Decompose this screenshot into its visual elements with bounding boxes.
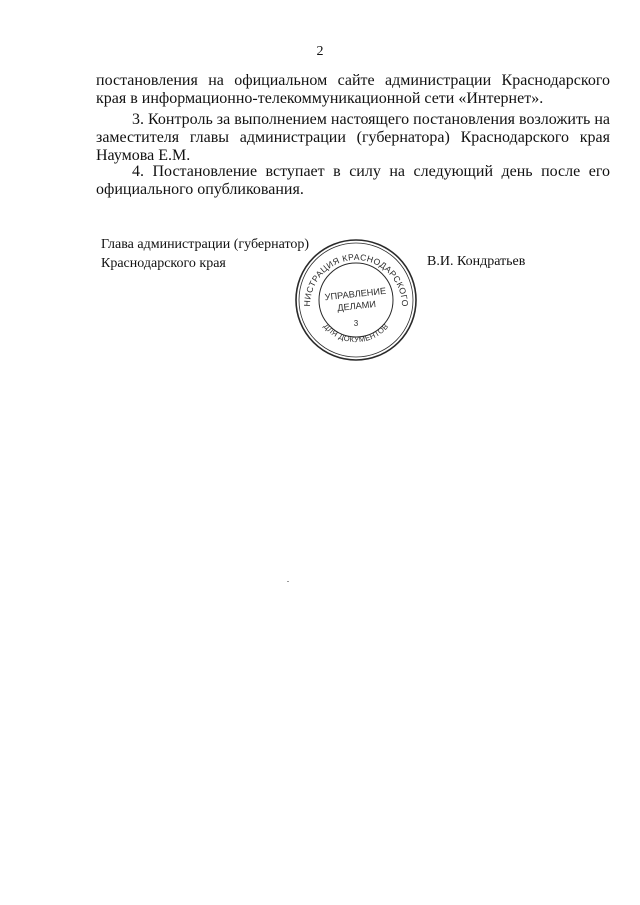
stamp-center-line: ДЕЛАМИ [336,298,377,313]
signer-position-line: Глава администрации (губернатор) [101,237,310,252]
body-paragraph: постановления на официальном сайте администрации Краснодарского края в информационно-телекоммуникационной сети «Интернет». [96,72,610,107]
stamp-outer-text: НИСТРАЦИЯ КРАСНОДАРСКОГО [301,251,411,308]
page-number: 2 [316,44,324,59]
body-paragraph: 4. Постановление вступает в силу на следующий день после его официального опубликования. [96,163,610,198]
body-paragraph: 3. Контроль за выполнением настоящего постановления возложить на заместителя главы администрации (губернатора) Краснодарского края Наумова Е.М. [96,111,610,164]
signer-position-line: Краснодарского края [101,256,226,271]
signer-position [101,235,309,273]
stamp-seal-icon [294,238,418,362]
stamp-number: 3 [353,319,359,328]
official-stamp [294,238,418,362]
signer-name: В.И. Кондратьев [427,254,526,269]
scan-speck [287,581,289,582]
stamp-bottom-text: ДЛЯ ДОКУМЕНТОВ [321,321,391,345]
stamp-center-line: УПРАВЛЕНИЕ [324,285,387,303]
